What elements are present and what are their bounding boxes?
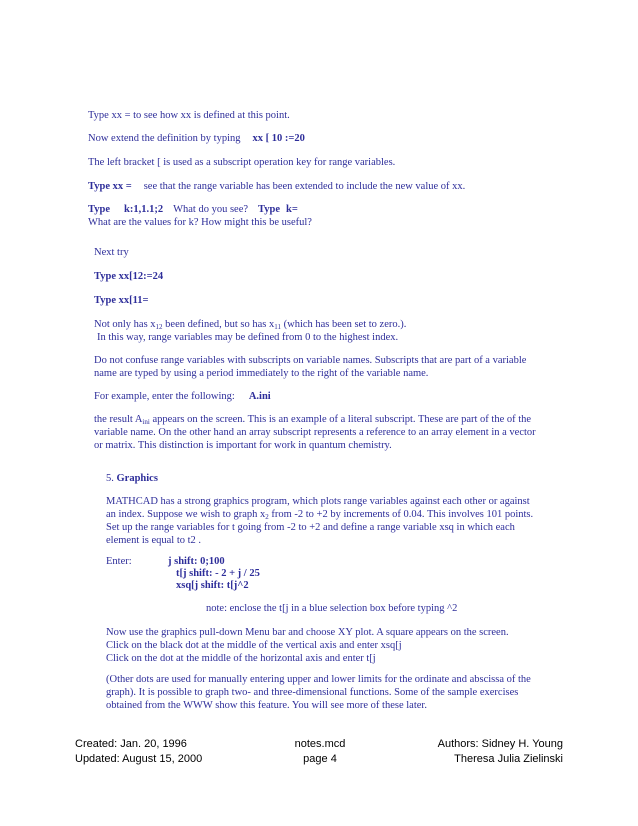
code-a-ini: A.ini — [248, 391, 271, 402]
text-line4: element is equal to t2 . — [106, 535, 202, 546]
sub-12: 12 — [155, 323, 163, 331]
para-do-not-confuse — [94, 354, 526, 380]
para-not-only — [94, 318, 406, 344]
enter-code-3: xsq[j shift: t[j^2 — [176, 580, 249, 591]
text-a: Not only has x — [94, 319, 156, 330]
text-line2b: from -2 to +2 by increments of 0.04. This involves 101 points. — [268, 509, 534, 520]
text-line1: Now use the graphics pull-down Menu bar and choose XY plot. A square appears on the screen. — [106, 627, 509, 638]
text-b: been defined, but so has x — [162, 319, 275, 330]
para-type-k — [88, 203, 312, 229]
note: note: enclose the t[j in a blue selection box before typing ^2 — [206, 603, 458, 614]
text-line3: Set up the range variables for t going from -2 to +2 and define a range variable xsq in which each — [106, 522, 515, 533]
footer-author-2: Theresa Julia Zielinski — [454, 753, 563, 765]
text-b: appears on the screen. This is an example of a literal subscript. These are part of the of the — [149, 414, 532, 425]
section-heading — [106, 472, 158, 485]
code-k-range: k:1,1.1;2 — [123, 204, 164, 215]
text-line2: graph). It is possible to graph two- and three-dimensional functions. Some of the sample exercises — [106, 687, 519, 698]
para-extend-definition — [88, 132, 305, 145]
section-title: Graphics — [116, 473, 158, 484]
footer-dates — [75, 737, 202, 767]
footer-author-1: Authors: Sidney H. Young — [437, 738, 563, 750]
enter-code-2: t[j shift: - 2 + j / 25 — [176, 568, 260, 579]
footer-file — [270, 737, 370, 767]
text-line2: Click on the black dot at the middle of the vertical axis and enter xsq[j — [106, 640, 402, 651]
sub-11: 11 — [274, 323, 281, 331]
para-the-result — [94, 413, 536, 452]
bold-type-xx: Type xx = — [88, 181, 132, 192]
para-left-bracket: The left bracket [ is used as a subscript operation key for range variables. — [88, 157, 396, 168]
bold-type-2: Type — [258, 204, 280, 215]
type-xx-12: Type xx[12:=24 — [94, 271, 164, 282]
text-line3: Click on the dot at the middle of the horizontal axis and enter t[j — [106, 653, 376, 664]
text: What do you see? — [173, 204, 249, 215]
sub-ini: ini — [142, 418, 150, 426]
para-type-xx: Type xx = to see how xx is defined at this point. — [88, 110, 290, 121]
text-line1: MATHCAD has a strong graphics program, which plots range variables against each other or against — [106, 496, 530, 507]
text-a: the result A — [94, 414, 143, 425]
text-line1: (Other dots are used for manually entering upper and lower limits for the ordinate and abscissa of the — [106, 674, 531, 685]
sub-2: 2 — [265, 513, 269, 521]
text-line2: name are typed by using a period immediately to the right of the variable name. — [94, 368, 429, 379]
text-line2: In this way, range variables may be defined from 0 to the highest index. — [97, 332, 399, 343]
para-other-dots — [106, 673, 531, 712]
enter-code-1: j shift: 0;100 — [168, 556, 225, 567]
text-line3: obtained from the WWW show this feature. You will see more of these later. — [106, 700, 427, 711]
type-xx-11: Type xx[11= — [94, 295, 149, 306]
text-line2: variable name. On the other hand an array subscript represents a reference to an array element in a vector — [94, 427, 536, 438]
text-line2: What are the values for k? How might this be useful? — [88, 217, 312, 228]
enter-label: Enter: — [106, 556, 132, 567]
para-mathcad-graphics — [106, 495, 533, 547]
para-for-example — [94, 390, 271, 403]
section-number: 5. — [106, 473, 114, 484]
text-line3: or matrix. This distinction is important for work in quantum chemistry. — [94, 440, 392, 451]
text: see that the range variable has been extended to include the new value of xx. — [143, 181, 466, 192]
text-line1: Do not confuse range variables with subscripts on variable names. Subscripts that are part of a variable — [94, 355, 527, 366]
bold-type: Type — [88, 204, 110, 215]
footer-authors — [438, 737, 563, 767]
footer-page-number: page 4 — [303, 753, 337, 765]
footer-created: Created: Jan. 20, 1996 — [75, 738, 187, 750]
text: For example, enter the following: — [94, 391, 235, 402]
para-type-xx-equals — [88, 180, 465, 193]
text: Now extend the definition by typing — [88, 133, 241, 144]
text-line2a: an index. Suppose we wish to graph x — [106, 509, 266, 520]
footer-updated: Updated: August 15, 2000 — [75, 753, 203, 765]
footer-filename: notes.mcd — [294, 738, 346, 750]
next-try: Next try — [94, 247, 129, 258]
para-now-use — [106, 626, 509, 665]
text-c: (which has been set to zero.). — [280, 319, 407, 330]
code-k-eq: k= — [286, 204, 298, 215]
code-xx-10: xx [ 10 :=20 — [252, 133, 305, 144]
